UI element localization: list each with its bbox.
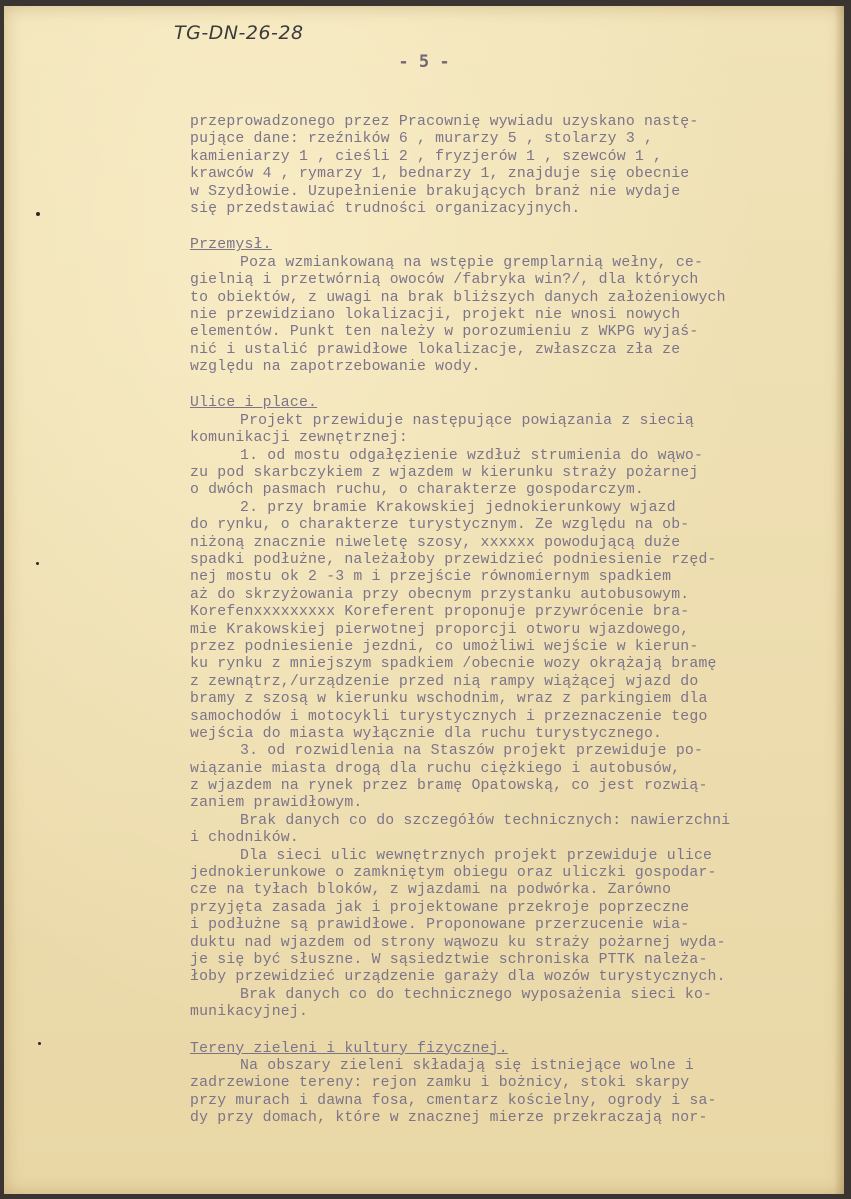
text-line: cze na tyłach bloków, z wjazdami na podwórka. Zarówno bbox=[190, 882, 672, 899]
text-line: wiązanie miasta drogą dla ruchu ciężkiego i autobusów, bbox=[190, 760, 681, 777]
text-line: je się być słuszne. W sąsiedztwie schroniska PTTK należa- bbox=[190, 951, 708, 968]
text-line: komunikacji zewnętrznej: bbox=[190, 430, 408, 447]
text-line: i chodników. bbox=[190, 830, 299, 847]
text-line: zu pod skarbczykiem z wjazdem w kierunku straży pożarnej bbox=[190, 465, 699, 482]
text-line: to obiektów, z uwagi na brak bliższych danych założeniowych bbox=[190, 289, 726, 306]
text-line: Dla sieci ulic wewnętrznych projekt przewiduje ulice bbox=[240, 847, 713, 864]
text-line: Korefenxxxxxxxxx Koreferent proponuje przywrócenie bra- bbox=[190, 604, 690, 621]
text-line: Brak danych co do technicznego wyposażenia sieci ko- bbox=[240, 986, 713, 1003]
text-line: przy murach i dawna fosa, cmentarz kościelny, ogrody i sa- bbox=[190, 1092, 717, 1109]
text-line: jednokierunkowe o zamkniętym obiegu oraz uliczki gospodar- bbox=[190, 865, 717, 882]
text-line: mie Krakowskiej pierwotnej proporcji otworu wjazdowego, bbox=[190, 621, 690, 638]
paragraph-gap bbox=[190, 218, 830, 237]
archive-reference: TG-DN-26-28 bbox=[174, 22, 304, 44]
text-line: i podłużne są prawidłowe. Proponowane przerzucenie wia- bbox=[190, 917, 690, 934]
text-line: w Szydłowie. Uzupełnienie brakujących branż nie wydaje bbox=[190, 183, 681, 200]
text-line: krawców 4 , rymarzy 1, bednarzy 1, znajduje się obecnie bbox=[190, 166, 690, 183]
text-line: nić i ustalić prawidłowe lokalizacje, zwłaszcza zła ze bbox=[190, 341, 681, 358]
text-line: przez podniesienie jezdni, co umożliwi wejście w kierun- bbox=[190, 638, 699, 655]
text-line: elementów. Punkt ten należy w porozumieniu z WKPG wyjaś- bbox=[190, 324, 699, 341]
paragraph-gap bbox=[190, 376, 830, 395]
text-line: do rynku, o charakterze turystycznym. Ze względu na ob- bbox=[190, 517, 690, 534]
text-line: łoby przewidzieć urządzenie garaży dla wozów turystycznych. bbox=[190, 969, 726, 986]
text-line: z wjazdem na rynek przez bramę Opatowską, co jest rozwią- bbox=[190, 778, 708, 795]
text-line: munikacyjnej. bbox=[190, 1004, 309, 1021]
section-heading: Przemysł. bbox=[190, 237, 272, 254]
section-heading: Tereny zieleni i kultury fizycznej. bbox=[190, 1040, 508, 1057]
text-line: gielnią i przetwórnią owoców /fabryka win?/, dla których bbox=[190, 272, 699, 289]
typed-text-body bbox=[190, 114, 830, 1127]
text-line: pujące dane: rzeźników 6 , murarzy 5 , stolarzy 3 , bbox=[190, 131, 654, 148]
paragraph-gap bbox=[190, 1022, 830, 1041]
text-line: zaniem prawidłowym. bbox=[190, 795, 363, 812]
text-line: kamieniarzy 1 , cieśli 2 , fryzjerów 1 , szewców 1 , bbox=[190, 148, 663, 165]
text-line: się przedstawiać trudności organizacyjnych. bbox=[190, 200, 581, 217]
text-line: 1. od mostu odgałęzienie wzdłuż strumienia do wąwo- bbox=[240, 447, 704, 464]
text-line: wejścia do miasta wyłącznie dla ruchu turystycznego. bbox=[190, 725, 663, 742]
text-line: Na obszary zieleni składają się istniejące wolne i bbox=[240, 1057, 694, 1074]
text-line: Poza wzmiankowaną na wstępie gremplarnią wełny, ce- bbox=[240, 254, 704, 271]
margin-speck bbox=[36, 562, 39, 565]
text-line: dy przy domach, które w znacznej mierze przekraczają nor- bbox=[190, 1110, 708, 1127]
text-line: nie przewidziano lokalizacji, projekt nie wnosi nowych bbox=[190, 306, 681, 323]
text-line: o dwóch pasmach ruchu, o charakterze gospodarczym. bbox=[190, 482, 644, 499]
text-line: ku rynku z mniejszym spadkiem /obecnie wozy okrążają bramę bbox=[190, 656, 717, 673]
text-line: niżoną znacznie niweletę szosy, xxxxxx powodującą duże bbox=[190, 534, 681, 551]
text-line: zadrzewione tereny: rejon zamku i bożnicy, stoki skarpy bbox=[190, 1075, 690, 1092]
text-line: aż do skrzyżowania przy obecnym przystanku autobusowym. bbox=[190, 586, 690, 603]
margin-speck bbox=[36, 212, 40, 216]
text-line: przeprowadzonego przez Pracownię wywiadu uzyskano nastę- bbox=[190, 114, 699, 130]
text-line: 2. przy bramie Krakowskiej jednokierunkowy wjazd bbox=[240, 499, 676, 516]
text-line: przyjęta zasada jak i projektowane przekroje poprzeczne bbox=[190, 899, 690, 916]
text-line: bramy z szosą w kierunku wschodnim, wraz z parkingiem dla bbox=[190, 691, 708, 708]
text-line: względu na zapotrzebowanie wody. bbox=[190, 359, 481, 376]
text-line: duktu nad wjazdem od strony wąwozu ku straży pożarnej wyda- bbox=[190, 934, 726, 951]
document-page bbox=[4, 6, 844, 1194]
margin-speck bbox=[38, 1042, 41, 1045]
text-line: nej mostu ok 2 -3 m i przejście równomiernym spadkiem bbox=[190, 569, 672, 586]
text-line: Brak danych co do szczegółów technicznych: nawierzchni bbox=[240, 812, 731, 829]
section-heading: Ulice i place. bbox=[190, 395, 318, 412]
text-line: 3. od rozwidlenia na Staszów projekt przewiduje po- bbox=[240, 743, 704, 760]
text-line: z zewnątrz,/urządzenie przed nią rampy wiążącej wjazd do bbox=[190, 673, 699, 690]
page-number: - 5 - bbox=[398, 52, 450, 72]
text-line: spadki podłużne, należałoby przewidzieć podniesienie rzęd- bbox=[190, 551, 717, 568]
text-line: Projekt przewiduje następujące powiązania z siecią bbox=[240, 412, 694, 429]
page-edge-shadow bbox=[834, 6, 844, 1194]
text-line: samochodów i motocykli turystycznych i przeznaczenie tego bbox=[190, 708, 708, 725]
